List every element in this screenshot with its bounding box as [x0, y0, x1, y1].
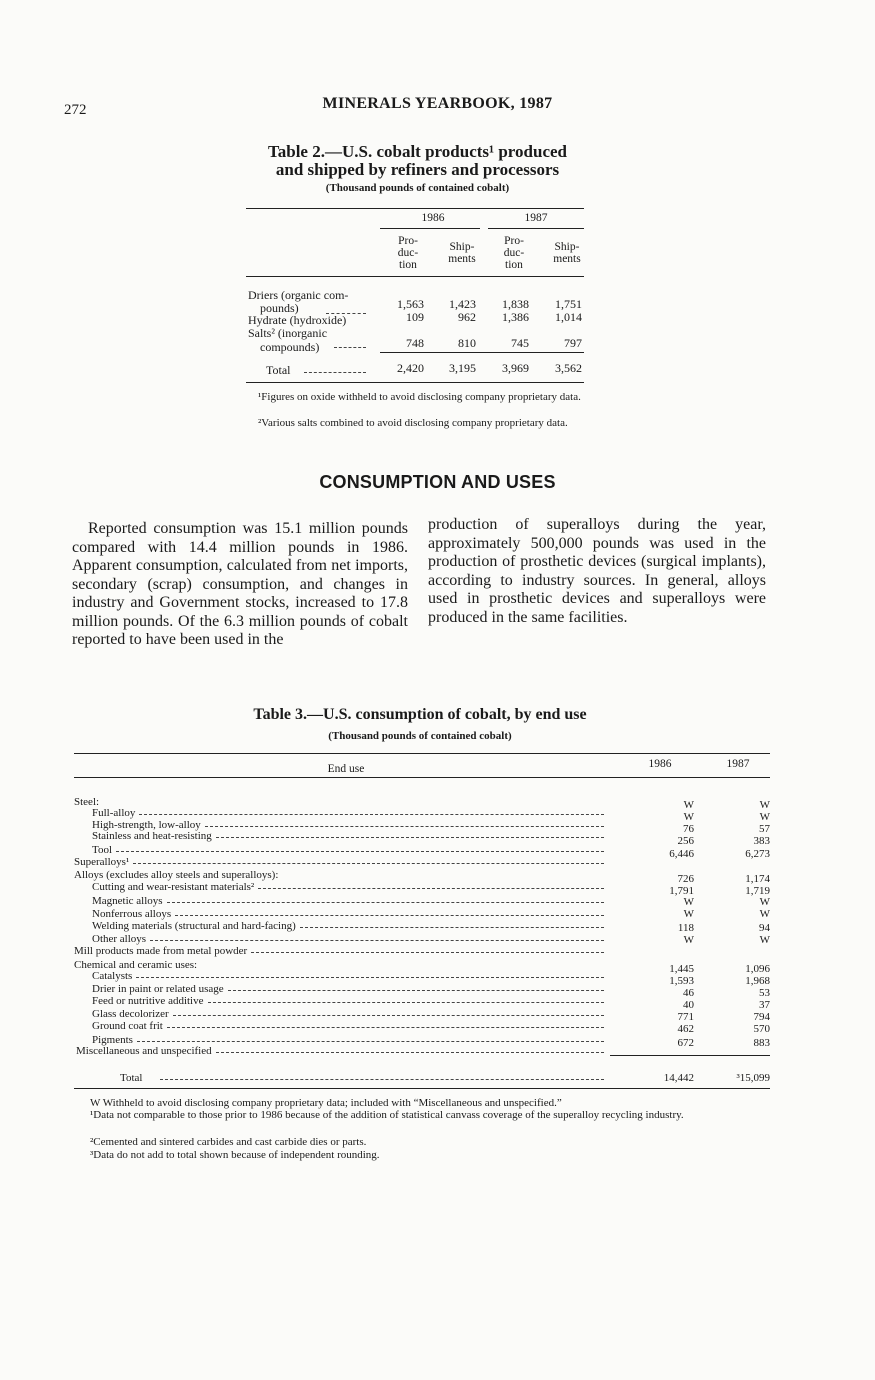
right-column-text: production of superalloys during the year, approximately 500,000 pounds was used in the production of prosthetic devices (surgical implants), according to industry sources. In general, alloys used in prosthetic devices and superalloys were produced in the same facilities. — [428, 516, 766, 626]
table-2-cell: 745 — [511, 336, 529, 350]
table-2-year-1986: 1986 — [421, 212, 445, 224]
head-text: ments — [553, 253, 581, 265]
table-2-row-label: Salts² (inorganic — [248, 326, 328, 340]
table-row-values — [74, 874, 774, 884]
table-row-label: Cutting and wear-resistant materials² — [92, 881, 255, 893]
table-row-values — [74, 1024, 774, 1034]
table-row-label: Catalysts — [92, 970, 133, 982]
table-2-cell: 1,386 — [502, 310, 529, 324]
table-cell-1987: 1,096 — [745, 963, 770, 975]
table-3-footnote-2: ¹Data not comparable to those prior to 1986 because of the addition of statistical canvass coverage of the superalloy recycling industry. — [90, 1109, 684, 1121]
table-2-total-label: Total — [266, 363, 291, 377]
table-2-cell: 1,563 — [397, 297, 424, 311]
table-3-footnote-1: W Withheld to avoid disclosing company proprietary data; included with “Miscellaneous and unspecified.” — [90, 1097, 562, 1109]
table-cell-1987: W — [759, 799, 770, 811]
table-cell-1987: 883 — [753, 1037, 770, 1049]
table-cell-1987: W — [759, 896, 770, 908]
table-3-total-label: Total — [120, 1072, 143, 1084]
head-text: Pro- — [504, 235, 524, 247]
table-row-label: Drier in paint or related usage — [92, 983, 224, 995]
table-3-footnote-4: ³Data do not add to total shown because of independent rounding. — [90, 1149, 380, 1161]
table-row-values — [74, 812, 774, 822]
table-3-title: Table 3.—U.S. consumption of cobalt, by end use — [253, 706, 587, 723]
table-cell-1987: 1,719 — [745, 885, 770, 897]
table-3-head-rule — [74, 777, 770, 778]
head-text: Ship- — [449, 241, 475, 253]
table-2-cell: 810 — [458, 336, 476, 350]
table-cell-1986: 1,791 — [669, 885, 694, 897]
table-row-values — [74, 800, 774, 810]
table-row-values — [74, 909, 774, 919]
table-2-row-label: Driers (organic com- — [248, 288, 349, 302]
table-cell-1986: 6,446 — [669, 848, 694, 860]
table-row-label: Magnetic alloys — [92, 895, 163, 907]
table-3-footnote-3: ²Cemented and sintered carbides and cast carbide dies or parts. — [90, 1136, 367, 1148]
table-row — [74, 946, 774, 956]
table-row-label: Mill products made from metal powder — [74, 945, 248, 957]
table-row-label: Stainless and heat-resisting — [92, 830, 212, 842]
table-row-values — [74, 1012, 774, 1022]
table-cell-1987: 53 — [759, 987, 770, 999]
table-cell-1987: 570 — [753, 1023, 770, 1035]
table-2-title-line-1: Table 2.—U.S. cobalt products¹ produced — [267, 142, 568, 161]
table-row-values — [74, 897, 774, 907]
table-row-values — [74, 920, 774, 934]
table-row-values — [74, 849, 774, 859]
table-cell-1986: 46 — [683, 987, 694, 999]
leader-dots — [133, 863, 604, 864]
table-row-values — [74, 988, 774, 998]
table-row-label: Other alloys — [92, 933, 147, 945]
table-row-label: High-strength, low-alloy — [92, 819, 201, 831]
table-2-total-rule — [380, 352, 584, 353]
table-row-values — [74, 976, 774, 986]
leader-dots — [160, 1079, 604, 1080]
page-number: 272 — [64, 102, 87, 118]
table-row-values — [74, 824, 774, 834]
leader-dots — [304, 372, 366, 373]
table-2-cell: 1,751 — [555, 297, 582, 311]
head-text: duc- — [503, 247, 525, 259]
table-2-title-line-2: and shipped by refiners and processors — [275, 160, 560, 179]
table-2-cell: 748 — [406, 336, 424, 350]
table-cell-1986: W — [683, 799, 694, 811]
table-2-year-rule-1987 — [488, 228, 584, 229]
table-3-head-1987: 1987 — [726, 758, 750, 770]
table-2-head-rule — [246, 276, 584, 277]
table-2-subtitle: (Thousand pounds of contained cobalt) — [325, 182, 510, 194]
table-2-cell: 1,014 — [555, 310, 582, 324]
table-2-cell: 1,423 — [449, 297, 476, 311]
table-cell-1987: W — [759, 811, 770, 823]
table-row-values — [74, 1000, 774, 1010]
table-2-year-rule-1986 — [380, 228, 480, 229]
table-row-label: Steel: — [74, 796, 100, 808]
table-2-year-1987: 1987 — [524, 212, 548, 224]
table-3-top-rule — [74, 753, 770, 754]
table-row-values — [74, 964, 774, 974]
table-cell-1987: 6,273 — [745, 848, 770, 860]
table-row-label: Welding materials (structural and hard-facing) — [92, 920, 296, 932]
table-3-total-row — [74, 1073, 774, 1083]
table-cell-1986: W — [683, 811, 694, 823]
table-3-subtitle: (Thousand pounds of contained cobalt) — [328, 730, 512, 742]
table-2-head-shipments-1986 — [440, 241, 484, 265]
table-row-label: Ground coat frit — [92, 1020, 163, 1032]
table-3-head-end-use: End use — [327, 763, 365, 775]
section-heading: CONSUMPTION AND USES — [319, 472, 556, 492]
table-cell-1986: 118 — [677, 922, 694, 934]
table-cell-1986: W — [683, 934, 694, 946]
table-2-bottom-rule — [246, 382, 584, 383]
table-cell-1987: W — [759, 934, 770, 946]
table-3-total-rule — [610, 1055, 770, 1056]
leader-dots — [251, 952, 604, 953]
table-2-title — [240, 143, 595, 179]
head-text: Ship- — [554, 241, 580, 253]
table-2-total-cell: 3,195 — [449, 361, 476, 375]
table-row-label: Chemical and ceramic uses: — [74, 959, 198, 971]
table-3-total-1987: ³15,099 — [736, 1072, 770, 1084]
table-2-cell: 797 — [564, 336, 582, 350]
table-3-bottom-rule — [74, 1088, 770, 1089]
table-2-total-cell: 2,420 — [397, 361, 424, 375]
table-2-total-cell: 3,562 — [555, 361, 582, 375]
table-row-label: Superalloys¹ — [74, 856, 130, 868]
table-cell-1987: 1,174 — [745, 873, 770, 885]
table-row-label: Tool — [92, 844, 113, 856]
table-2-cell: 962 — [458, 310, 476, 324]
table-cell-1987: 37 — [759, 999, 770, 1011]
table-row-label: Full-alloy — [92, 807, 136, 819]
table-cell-1987: 383 — [753, 835, 770, 847]
head-text: Pro- — [398, 235, 418, 247]
table-cell-1986: W — [683, 908, 694, 920]
head-text: tion — [505, 259, 523, 271]
table-cell-1986: 1,593 — [669, 975, 694, 987]
table-2-row-label: Hydrate (hydroxide) — [248, 313, 347, 327]
table-cell-1986: W — [683, 896, 694, 908]
table-2-head-production-1987 — [492, 235, 536, 271]
table-row-label: Pigments — [92, 1034, 133, 1046]
head-text: duc- — [397, 247, 419, 259]
table-2-head-shipments-1987 — [545, 241, 589, 265]
leader-dots — [216, 1052, 604, 1053]
table-cell-1987: W — [759, 908, 770, 920]
table-cell-1987: 94 — [759, 922, 770, 934]
table-cell-1987: 1,968 — [745, 975, 770, 987]
leader-dots — [334, 347, 366, 348]
table-row-label: Alloys (excludes alloy steels and superalloys): — [74, 869, 279, 881]
table-2-total-cell: 3,969 — [502, 361, 529, 375]
table-3-total-1986: 14,442 — [663, 1072, 694, 1084]
table-row-values — [74, 836, 774, 846]
table-2-cell: 1,838 — [502, 297, 529, 311]
table-cell-1986: 672 — [677, 1037, 694, 1049]
table-2-head-production-1986 — [386, 235, 430, 271]
table-2-footnote-2: ²Various salts combined to avoid disclosing company proprietary data. — [258, 417, 568, 429]
table-cell-1986: 256 — [677, 835, 694, 847]
head-text: ments — [448, 253, 476, 265]
table-cell-1986: 1,445 — [669, 963, 694, 975]
table-row-values — [74, 886, 774, 896]
table-cell-1986: 771 — [677, 1011, 694, 1023]
table-row-label: Glass decolorizer — [92, 1008, 169, 1020]
table-3-head-1986: 1986 — [648, 758, 672, 770]
table-row-values — [74, 935, 774, 945]
table-cell-1986: 726 — [677, 873, 694, 885]
table-2-row-label: compounds) — [260, 340, 320, 354]
running-head: MINERALS YEARBOOK, 1987 — [322, 95, 553, 112]
table-cell-1986: 76 — [683, 823, 694, 835]
table-row-values — [74, 1038, 774, 1048]
table-2-cell: 109 — [406, 310, 424, 324]
table-row-label: Feed or nutritive additive — [92, 995, 204, 1007]
table-row-label: Miscellaneous and unspecified — [76, 1045, 212, 1057]
head-text: tion — [399, 259, 417, 271]
table-cell-1987: 57 — [759, 823, 770, 835]
table-cell-1987: 794 — [753, 1011, 770, 1023]
table-row-label: Nonferrous alloys — [92, 908, 172, 920]
table-cell-1986: 40 — [683, 999, 694, 1011]
table-2-row-label: pounds) — [260, 301, 299, 315]
table-2-footnote-1: ¹Figures on oxide withheld to avoid disclosing company proprietary data. — [258, 391, 581, 403]
table-2-top-rule — [246, 208, 584, 209]
left-column-text: Reported consumption was 15.1 million pounds compared with 14.4 million pounds in 1986. Apparent consumption, calculated from net imports, secondary (scrap) consumption, and changes in industry and Government stocks, increased to 17.8 million pounds. Of the 6.3 million pounds of cobalt reported to have been used in the — [72, 520, 408, 648]
table-cell-1986: 462 — [677, 1023, 694, 1035]
